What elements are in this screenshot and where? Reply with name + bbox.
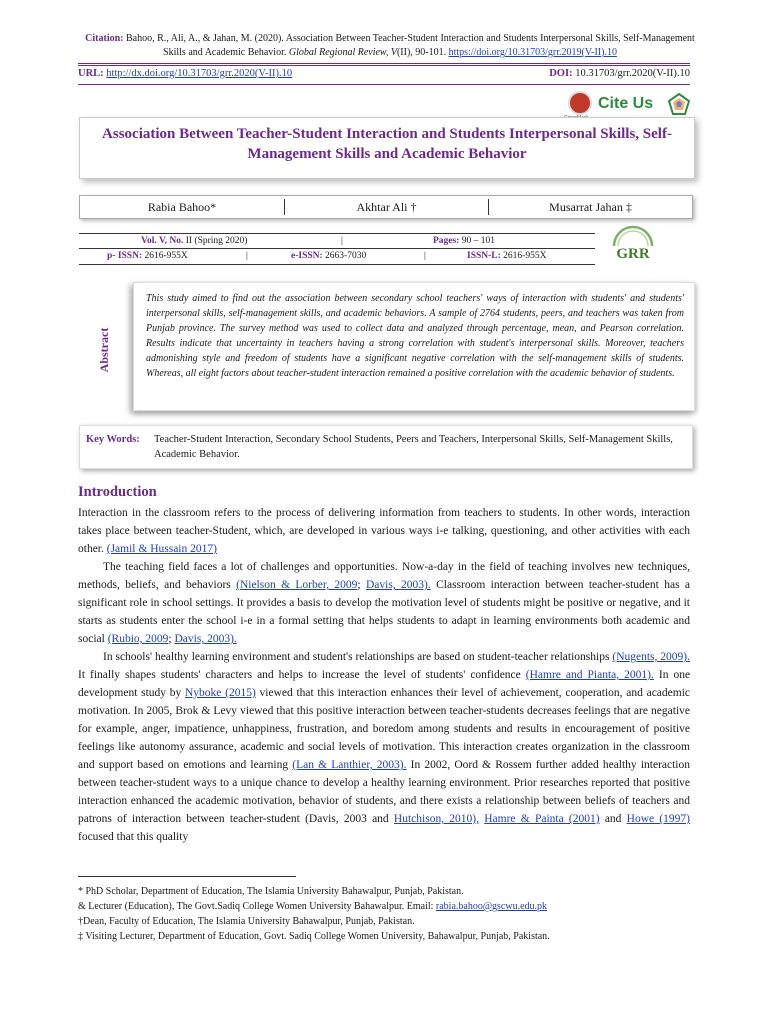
footnote-3: †Dean, Faculty of Education, The Islamia University Bahawalpur, Punjab, Pakistan. — [78, 916, 415, 927]
cite-us-icon[interactable] — [668, 93, 690, 115]
volume-bottom-rule — [79, 264, 595, 265]
footnote-2 — [78, 899, 690, 914]
citation-link[interactable]: (Nielson & Lorber, 2009 — [236, 579, 358, 591]
doi-label: DOI: — [549, 68, 573, 79]
pages-label: Pages: — [433, 236, 460, 246]
volume-separator: | — [341, 236, 343, 246]
eissn-value: 2663-7030 — [325, 251, 367, 261]
header-divider — [78, 63, 690, 66]
citation-block — [80, 32, 700, 60]
paragraph — [78, 504, 690, 558]
citation-link[interactable]: (Jamil & Hussain 2017) — [106, 543, 217, 555]
citation-link[interactable]: (Rubio, 2009 — [107, 633, 169, 645]
issnl-value: 2616-955X — [503, 251, 547, 261]
citation-link[interactable]: Howe (1997) — [626, 813, 691, 825]
eissn-info — [291, 249, 366, 263]
volume-row-2 — [79, 249, 595, 263]
volume-separator: | — [424, 251, 426, 261]
footnotes — [78, 884, 690, 944]
paragraph-text: and — [604, 813, 622, 825]
footnote-text: & Lecturer (Education), The Govt.Sadiq College Women University Bahawalpur. Email: — [78, 901, 434, 912]
grr-logo-text: GRR — [616, 246, 650, 262]
paragraph-text: The teaching field faces a lot of challenges and opportunities. Now-a-day in the field of teaching involves new techniques, methods, beliefs, and behaviors — [78, 561, 690, 591]
citation-link[interactable]: Davis, 2003). — [174, 633, 237, 645]
paragraph: The teaching field faces a lot of challenges and opportunities. Now-a-day in the field of teaching involves new techniques, methods, beliefs, and behaviors (Nielson & Lorber, 2009; Davis, 2003). Classroom interaction between teacher-student has a significant role in school settings. It provides a basis to develop the motivation level of students might be positive or negative, and it starts as students enter the school i-e in a formal setting that helps students to adapt in learning environments both academic and social (Rubio, 2009; Davis, 2003). — [78, 561, 691, 645]
citation-text: Bahoo, R., Ali, A., & Jahan, M. (2020). Association Between Teacher-Student Interaction and Students Interpersonal Skills, Self-Management Skills and Academic Behavior. — [126, 33, 695, 58]
authors-bar — [79, 195, 693, 219]
keywords-label: Key Words: — [86, 434, 140, 445]
author-2: Akhtar Ali † — [356, 200, 417, 214]
cite-us-button[interactable]: Cite Us — [598, 95, 654, 112]
citation-journal: Global Regional Review, V — [288, 47, 397, 58]
volume-separator: | — [246, 251, 248, 261]
author-1: Rabia Bahoo* — [147, 200, 217, 214]
issnl-info — [467, 249, 546, 263]
issnl-label: ISSN-L: — [467, 251, 501, 261]
pissn-info — [107, 249, 188, 263]
paragraph-text: It finally shapes students' characters and helps to increase the level of students' confidence — [78, 669, 521, 681]
email-link[interactable]: rabia.bahoo@gscwu.edu.pk — [435, 901, 548, 912]
volume-label: Vol. V, No. — [141, 236, 184, 246]
citation-link[interactable]: Hamre & Painta (2001) — [484, 813, 600, 825]
keywords-box — [79, 425, 693, 469]
pages-value: 90 – 101 — [461, 236, 496, 246]
paragraph-text: In one development study by — [78, 669, 691, 699]
abstract-label — [90, 310, 120, 390]
volume-row-1 — [79, 234, 595, 248]
grr-journal-logo — [602, 224, 664, 268]
footnote-1: * PhD Scholar, Department of Education, The Islamia University Bahawalpur, Punjab, Pakistan. — [78, 886, 464, 897]
citation-link[interactable]: Davis, 2003). — [365, 579, 431, 591]
section-heading: Introduction — [78, 484, 157, 500]
abstract-box — [133, 282, 695, 411]
volume-info-text — [141, 234, 247, 248]
paragraph-text: In schools' healthy learning environment and student's relationships are based on student-teacher relationships — [103, 651, 610, 663]
eissn-label: e-ISSN: — [291, 251, 323, 261]
citation-label: Citation: — [85, 33, 124, 44]
abstract-label-text: Abstract — [97, 327, 111, 373]
paragraph-text: focused that this quality — [78, 831, 189, 843]
citation-link[interactable]: Nyboke (2015) — [185, 687, 256, 699]
url-label: URL: — [78, 68, 104, 79]
volume-info — [79, 234, 595, 262]
citation-link[interactable]: Hutchison, 2010), — [393, 813, 480, 825]
doi-value: 10.31703/grr.2020(V-II).10 — [575, 68, 690, 79]
pissn-value: 2616-955X — [144, 251, 188, 261]
paragraph-text: Interaction in the classroom refers to the process of delivering information from teachers to students. In other words, interaction takes place between teacher-Student, which, are developed in various ways i-e talking, questioning, and other activities with each other. — [78, 507, 690, 555]
volume-value: II (Spring 2020) — [185, 236, 248, 246]
paragraph-text: viewed that this interaction enhances their level of achievement, cooperation, and academic motivation. In 2005, Brok & Levy viewed that this positive interaction between teacher-students decreases feelings that are negative for example, anger, impatience, unhappiness, frustration, and boredom among students and results in encouragement of positive feelings like autonomy assurance, academic and social levels of motivation. This interaction creates organization in the classroom and support based on emotions and learning — [78, 687, 691, 771]
footnote-divider — [78, 876, 296, 877]
citation-issue: (II), 90-101. — [396, 47, 447, 58]
crossmark-logo[interactable] — [568, 91, 592, 115]
url-bar — [78, 68, 690, 79]
pages-info — [433, 234, 495, 248]
url-link[interactable]: http://dx.doi.org/10.31703/grr.2020(V-II).10 — [106, 68, 293, 79]
citation-link[interactable]: (Lan & Lanthier, 2003). — [292, 759, 407, 771]
body-text — [78, 504, 690, 846]
paragraph-text: In 2002, Oord & Rossem further added healthy interaction between teacher-student ways to a unique chance to develop a healthy learning environment. Prior researches reported that positive interaction enhanced the academic motivation, behavior of students, and there exists a relationship between beliefs of teachers and patrons of interaction between teacher-student (Davis, 2003 and — [78, 759, 691, 825]
citation-link[interactable]: (Nugents, 2009). — [612, 651, 690, 663]
title-box — [79, 117, 695, 179]
author-3: Musarrat Jahan ‡ — [549, 200, 632, 214]
footnote-4: ‡ Visiting Lecturer, Department of Education, Govt. Sadiq College Women University, Bahawalpur, Punjab, Pakistan. — [78, 931, 550, 942]
doi-info — [549, 68, 690, 79]
keywords-text: Teacher-Student Interaction, Secondary School Students, Peers and Teachers, Interpersonal Skills, Self-Management Skills, Academic Behavior. — [154, 434, 673, 460]
abstract-text: This study aimed to find out the association between secondary school teachers' ways of interaction with students' and students' interpersonal skills, self-management skills, and academic behaviors. A sample of 2764 students, peers, and teachers was taken from Punjab province. The survey method was used to collect data and analyzed through percentage, mean, and Pearson correlation. Results indicate that uncertainty in teachers having a strong correlation with student's interpersonal skills. Moreover, teachers admonishing style and freedom of students have a significant negative correlation with the self-management skills of students. Whereas, all eight factors about teacher-student interaction remained a positive correlation with the academic behavior of students. — [146, 293, 684, 379]
paragraph-text: Classroom interaction between teacher-student has a significant role in school settings. It provides a basis to develop the motivation level of students might be positive or negative, and it starts as students enter the school i-e in a formal setting that helps students to adapt in learning environments both academic and social — [78, 579, 691, 645]
url-divider — [78, 84, 690, 85]
citation-link[interactable]: (Hamre and Pianta, 2001). — [525, 669, 654, 681]
paragraph — [78, 648, 690, 846]
article-title: Association Between Teacher-Student Interaction and Students Interpersonal Skills, Self-Management Skills and Academic Behavior — [102, 126, 672, 162]
pissn-label: p- ISSN: — [107, 251, 143, 261]
citation-doi-link[interactable]: https://doi.org/10.31703/grr.2019(V-II).10 — [448, 47, 617, 58]
